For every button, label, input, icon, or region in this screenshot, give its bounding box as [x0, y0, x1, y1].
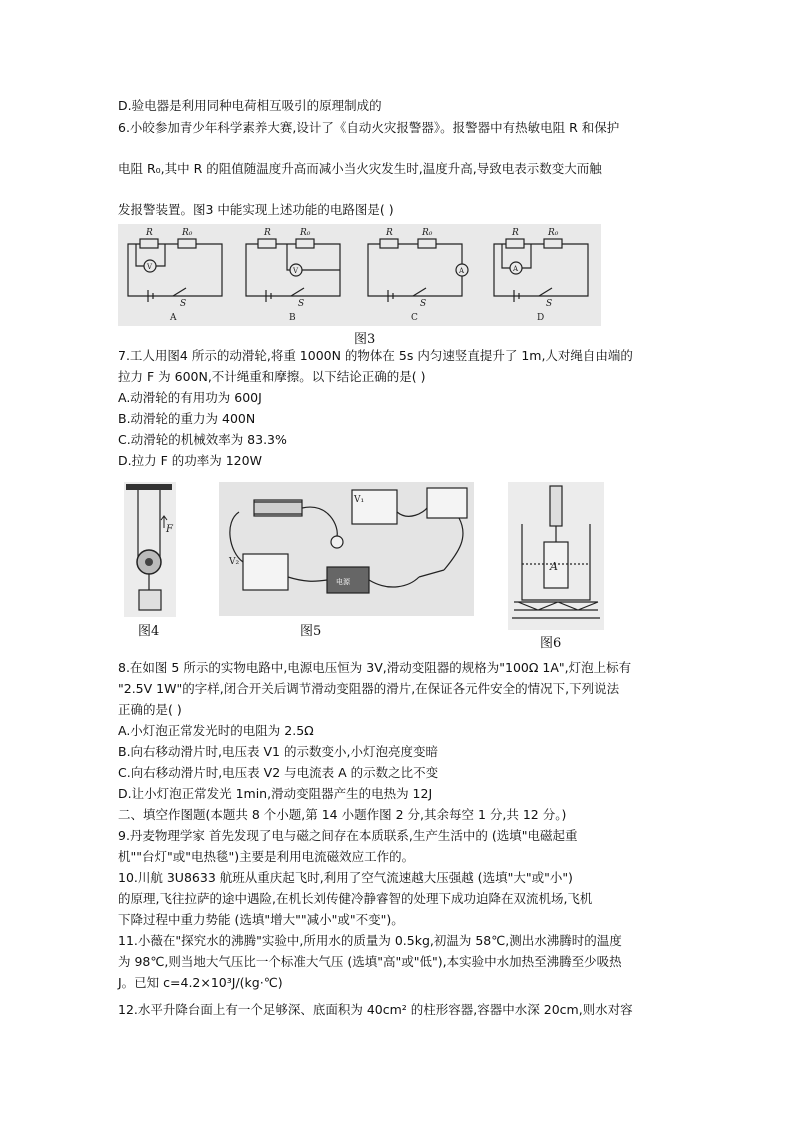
figure-3-caption: 图3: [354, 332, 376, 347]
label-force: F: [166, 524, 173, 535]
text-line: B.向右移动滑片时,电压表 V1 的示数变小,小灯泡亮度变暗: [118, 744, 438, 759]
label-r: R: [512, 228, 519, 238]
text-line: B.动滑轮的重力为 400N: [118, 411, 256, 426]
label-block: A: [550, 560, 558, 573]
text-line: 为 98℃,则当地大气压比一个标准大气压 (选填"高"或"低"),本实验中水加热至沸腾至少吸热: [118, 954, 622, 969]
label-switch: S: [180, 299, 187, 309]
label-ammeter: A: [459, 267, 465, 275]
label-ammeter: A: [513, 265, 519, 273]
text-line: D.让小灯泡正常发光 1min,滑动变阻器产生的电热为 12J: [118, 786, 433, 801]
text-line: A.动滑轮的有用功为 600J: [118, 390, 262, 405]
text-line: 11.小薇在"探究水的沸腾"实验中,所用水的质量为 0.5kg,初温为 58℃,测出水沸腾时的温度: [118, 933, 622, 948]
text-line: 9.丹麦物理学家 首先发现了电与磁之间存在本质联系,生产生活中的 (选填"电磁起重: [118, 828, 578, 843]
text-line: C.向右移动滑片时,电压表 V2 与电流表 A 的示数之比不变: [118, 765, 439, 780]
label-r0: R₀: [300, 228, 311, 238]
text-line: 的原理,飞往拉萨的途中遇险,在机长刘传健冷静睿智的处理下成功迫降在双流机场,飞机: [118, 891, 593, 906]
option-label: D: [537, 313, 545, 323]
figure-6-caption: 图6: [540, 636, 562, 651]
label-switch: S: [546, 299, 553, 309]
text-line: 电阻 R₀,其中 R 的阻值随温度升高而减小当火灾发生时,温度升高,导致电表示数变大而触: [118, 161, 602, 176]
text-line: D.验电器是利用同种电荷相互吸引的原理制成的: [118, 98, 382, 113]
text-line: 机""台灯"或"电热毯")主要是利用电流磁效应工作的。: [118, 849, 415, 864]
text-line: J。已知 c=4.2×10³J/(kg·℃): [118, 975, 283, 990]
text-line: A.小灯泡正常发光时的电阻为 2.5Ω: [118, 723, 314, 738]
text-line: 8.在如图 5 所示的实物电路中,电源电压恒为 3V,滑动变阻器的规格为"100Ω 1A",灯泡上标有: [118, 660, 632, 675]
label-r: R: [386, 228, 393, 238]
text-line: 拉力 F 为 600N,不计绳重和摩擦。以下结论正确的是( ): [118, 369, 426, 384]
label-v2: V₂: [229, 557, 240, 567]
label-voltmeter: V: [147, 263, 153, 271]
option-label: B: [289, 313, 296, 323]
text-line: 发报警装置。图3 中能实现上述功能的电路图是( ): [118, 202, 394, 217]
label-r: R: [264, 228, 271, 238]
text-line: "2.5V 1W"的字样,闭合开关后调节滑动变阻器的滑片,在保证各元件安全的情况下,下列说法: [118, 681, 620, 696]
label-power: 电源: [336, 578, 350, 586]
label-switch: S: [298, 299, 305, 309]
figure-3-circuits: [118, 224, 601, 326]
figure-4-caption: 图4: [138, 624, 160, 639]
label-v1: V₁: [354, 495, 365, 505]
text-line: 下降过程中重力势能 (选填"增大""减小"或"不变")。: [118, 912, 404, 927]
figure-6-buoyancy: [508, 482, 604, 630]
figure-5-caption: 图5: [300, 624, 322, 639]
label-voltmeter: V: [293, 267, 299, 275]
option-label: A: [170, 313, 177, 323]
option-label: C: [411, 313, 418, 323]
label-r0: R₀: [422, 228, 433, 238]
text-line: C.动滑轮的机械效率为 83.3%: [118, 432, 287, 447]
section-heading: 二、填空作图题(本题共 8 个小题,第 14 小题作图 2 分,其余每空 1 分,共 12 分。): [118, 807, 567, 822]
text-line: 10.川航 3U8633 航班从重庆起飞时,利用了空气流速越大压强越 (选填"大"或"小"): [118, 870, 573, 885]
label-r0: R₀: [182, 228, 193, 238]
figure-4-pulley: [124, 482, 176, 617]
text-line: 正确的是( ): [118, 702, 182, 717]
label-r: R: [146, 228, 153, 238]
label-switch: S: [420, 299, 427, 309]
text-line: D.拉力 F 的功率为 120W: [118, 453, 262, 468]
label-r0: R₀: [548, 228, 559, 238]
text-line: 6.小皎参加青少年科学素养大赛,设计了《自动火灾报警器》。报警器中有热敏电阻 R 和保护: [118, 120, 620, 135]
text-line: 12.水平升降台面上有一个足够深、底面积为 40cm² 的柱形容器,容器中水深 20cm,则水对容: [118, 1002, 633, 1017]
figure-5-physical-circuit: [219, 482, 474, 616]
text-line: 7.工人用图4 所示的动滑轮,将重 1000N 的物体在 5s 内匀速竖直提升了 1m,人对绳自由端的: [118, 348, 633, 363]
